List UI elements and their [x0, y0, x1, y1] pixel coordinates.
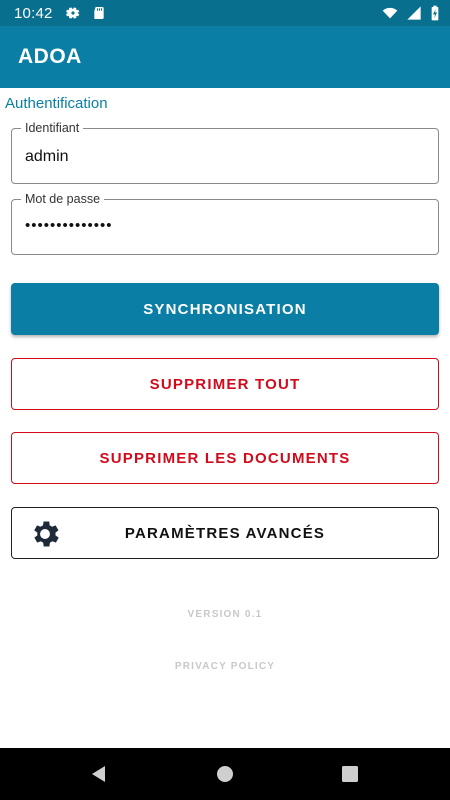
battery-icon [430, 5, 440, 21]
advanced-settings-label: PARAMÈTRES AVANCÉS [124, 524, 326, 542]
advanced-settings-button[interactable] [11, 507, 439, 559]
username-field[interactable] [11, 121, 439, 184]
gear-icon [28, 517, 62, 551]
password-label: Mot de passe [21, 191, 104, 207]
sync-button[interactable]: SYNCHRONISATION [11, 283, 439, 335]
delete-all-button[interactable]: SUPPRIMER TOUT [11, 358, 439, 410]
status-bar [0, 0, 450, 26]
recents-icon[interactable] [340, 764, 360, 784]
status-right-icons [382, 5, 440, 21]
wifi-icon [382, 5, 398, 21]
password-field[interactable] [11, 192, 439, 255]
username-label: Identifiant [21, 120, 83, 136]
version-text: VERSION 0.1 [187, 609, 263, 620]
signal-icon [406, 5, 422, 21]
navigation-bar [0, 748, 450, 800]
status-left-icons [65, 5, 107, 21]
section-title: Authentification [5, 95, 108, 112]
privacy-policy-link[interactable]: PRIVACY POLICY [174, 661, 276, 672]
app-title: ADOA [18, 45, 82, 68]
password-value: •••••••••••••• [25, 217, 113, 234]
delete-documents-button[interactable]: SUPPRIMER LES DOCUMENTS [11, 432, 439, 484]
home-icon[interactable] [215, 764, 235, 784]
sd-card-icon [91, 5, 107, 21]
status-time: 10:42 [14, 4, 53, 22]
settings-icon [65, 5, 81, 21]
app-bar [0, 26, 450, 88]
username-value: admin [25, 148, 69, 165]
back-icon[interactable] [89, 764, 109, 784]
